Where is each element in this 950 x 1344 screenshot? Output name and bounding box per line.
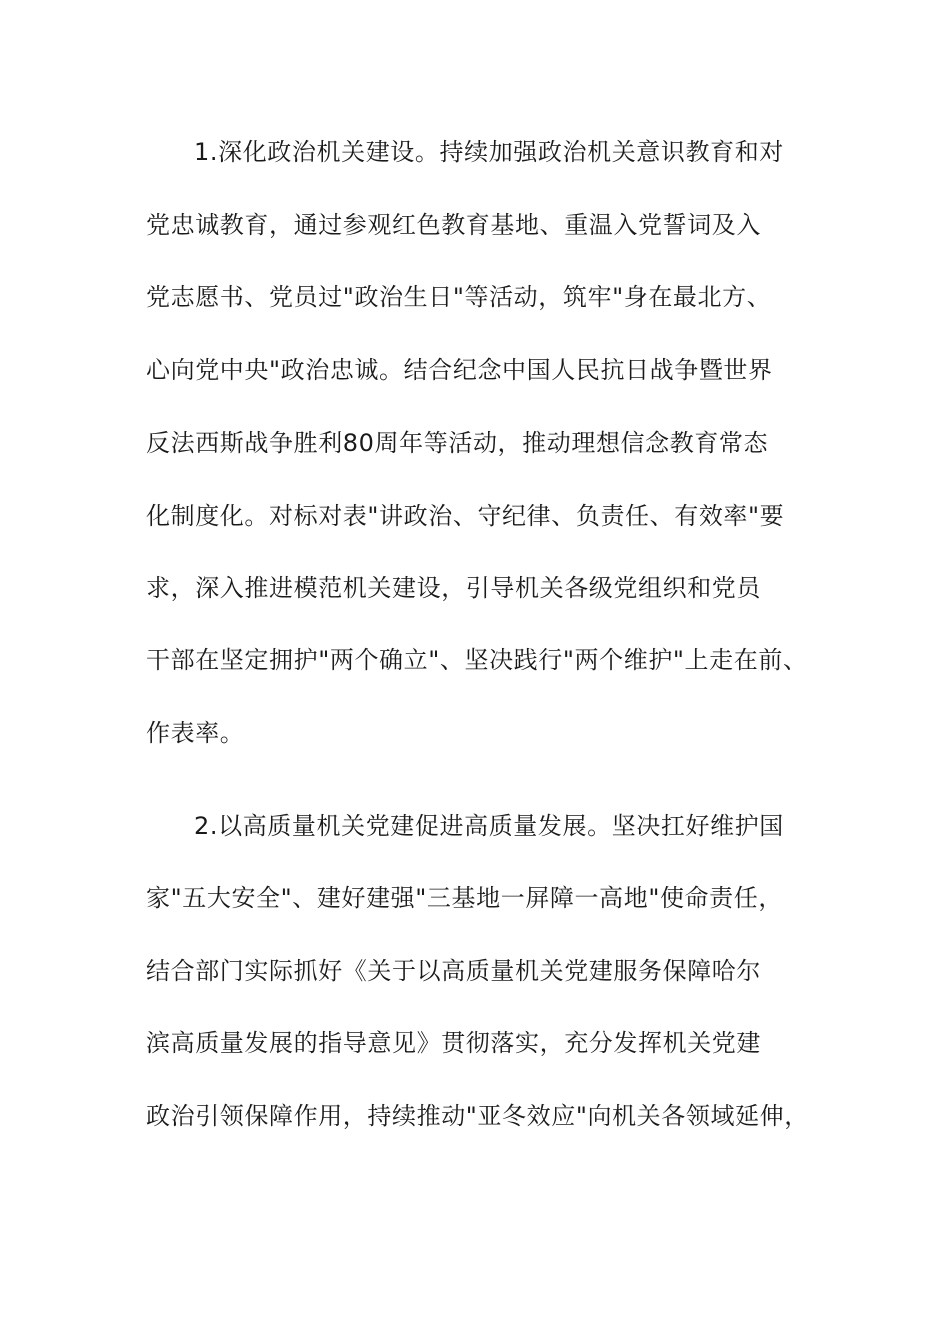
paragraph-1-line-3: 党志愿书、党员过"政治生日"等活动，筑牢"身在最北方、 (146, 283, 772, 311)
paragraph-1-line-4: 心向党中央"政治忠诚。结合纪念中国人民抗日战争暨世界 (146, 356, 773, 384)
paragraph-1-line-1: 1.深化政治机关建设。持续加强政治机关意识教育和对 (194, 138, 784, 166)
paragraph-1-line-7: 求，深入推进模范机关建设，引导机关各级党组织和党员 (146, 574, 761, 602)
paragraph-2-line-5: 政治引领保障作用，持续推动"亚冬效应"向机关各领域延伸， (146, 1102, 809, 1130)
paragraph-2-line-1: 2.以高质量机关党建促进高质量发展。坚决扛好维护国 (194, 812, 784, 840)
paragraph-2-line-4: 滨高质量发展的指导意见》贯彻落实，充分发挥机关党建 (146, 1029, 761, 1057)
paragraph-1-line-8: 干部在坚定拥护"两个确立"、坚决践行"两个维护"上走在前、 (146, 646, 808, 674)
paragraph-1-line-2: 党忠诚教育，通过参观红色教育基地、重温入党誓词及入 (146, 211, 761, 239)
paragraph-1-line-9: 作表率。 (146, 719, 245, 747)
paragraph-2-line-2: 家"五大安全"、建好建强"三基地一屏障一高地"使命责任， (146, 884, 783, 912)
paragraph-2-line-3: 结合部门实际抓好《关于以高质量机关党建服务保障哈尔 (146, 957, 761, 985)
paragraph-1-line-5: 反法西斯战争胜利80周年等活动，推动理想信念教育常态 (146, 429, 769, 457)
paragraph-1-line-6: 化制度化。对标对表"讲政治、守纪律、负责任、有效率"要 (146, 502, 785, 530)
